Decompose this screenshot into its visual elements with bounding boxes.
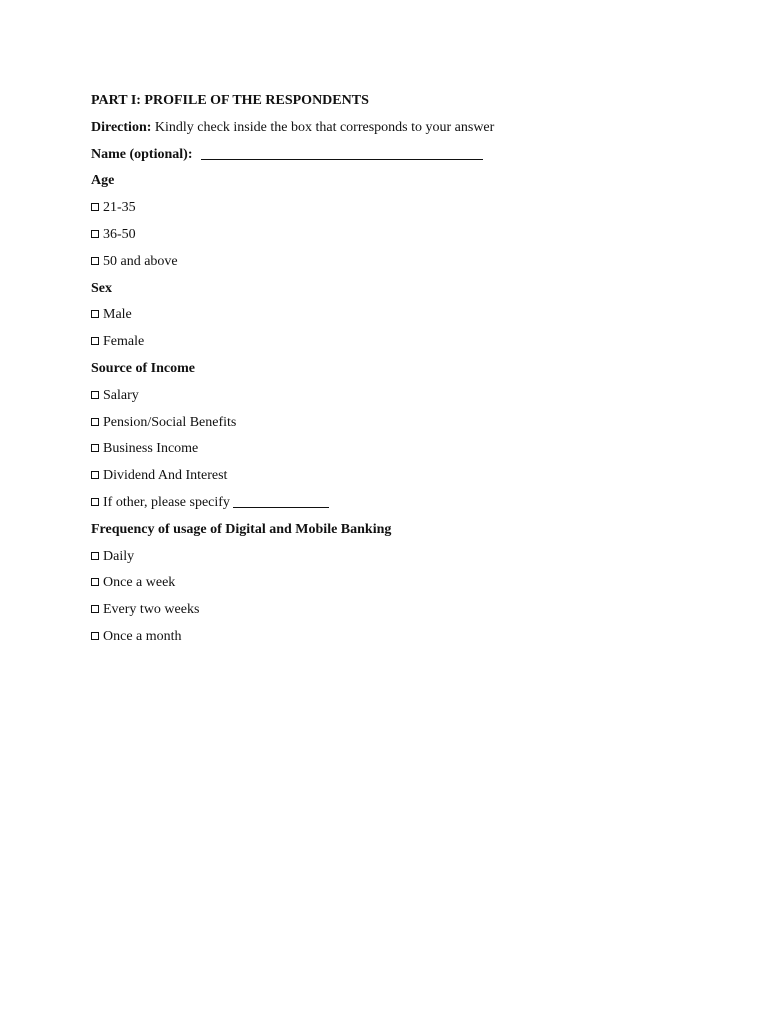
option-label: If other, please specify — [103, 494, 230, 510]
direction-text: Kindly check inside the box that corresponds to your answer — [151, 119, 495, 135]
other-specify-blank-field[interactable] — [233, 493, 329, 508]
option-label: Every two weeks — [103, 602, 200, 618]
checkbox[interactable] — [91, 498, 99, 506]
checkbox[interactable] — [91, 578, 99, 586]
questionnaire-page — [91, 90, 711, 653]
income-option-business — [91, 438, 711, 465]
frequency-option-weekly — [91, 572, 711, 599]
income-heading: Source of Income — [91, 360, 195, 376]
checkbox[interactable] — [91, 310, 99, 318]
age-option-36-50 — [91, 224, 711, 251]
frequency-option-biweekly — [91, 599, 711, 626]
age-option-50-above — [91, 251, 711, 278]
option-label: Female — [103, 334, 145, 350]
income-option-salary — [91, 385, 711, 412]
option-label: Salary — [103, 387, 139, 403]
option-label: 36-50 — [103, 226, 136, 242]
checkbox[interactable] — [91, 444, 99, 452]
checkbox[interactable] — [91, 418, 99, 426]
part-title: PART I: PROFILE OF THE RESPONDENTS — [91, 93, 369, 108]
direction-label: Direction: — [91, 119, 152, 135]
sex-option-female — [91, 331, 711, 358]
sex-option-male — [91, 304, 711, 331]
option-label: Business Income — [103, 441, 199, 457]
option-label: Once a week — [103, 575, 176, 591]
option-label: Pension/Social Benefits — [103, 414, 237, 430]
checkbox[interactable] — [91, 471, 99, 479]
option-label: Once a month — [103, 628, 182, 644]
frequency-heading: Frequency of usage of Digital and Mobile Banking — [91, 521, 392, 537]
income-option-dividend — [91, 465, 711, 492]
checkbox[interactable] — [91, 552, 99, 560]
checkbox[interactable] — [91, 230, 99, 238]
age-heading: Age — [91, 173, 115, 189]
checkbox[interactable] — [91, 203, 99, 211]
income-option-pension — [91, 412, 711, 439]
option-label: Daily — [103, 548, 135, 564]
option-label: Male — [103, 307, 132, 323]
checkbox[interactable] — [91, 391, 99, 399]
checkbox[interactable] — [91, 605, 99, 613]
frequency-option-monthly — [91, 626, 711, 653]
name-blank-field[interactable] — [201, 145, 483, 160]
income-option-other — [91, 492, 711, 519]
checkbox[interactable] — [91, 632, 99, 640]
checkbox[interactable] — [91, 337, 99, 345]
frequency-option-daily — [91, 546, 711, 573]
name-label: Name (optional): — [91, 146, 193, 162]
direction-line — [91, 117, 711, 144]
option-label: Dividend And Interest — [103, 468, 228, 484]
sex-heading: Sex — [91, 280, 112, 296]
option-label: 50 and above — [103, 253, 178, 269]
option-label: 21-35 — [103, 200, 136, 216]
name-line — [91, 144, 711, 171]
checkbox[interactable] — [91, 257, 99, 265]
age-option-21-35 — [91, 197, 711, 224]
